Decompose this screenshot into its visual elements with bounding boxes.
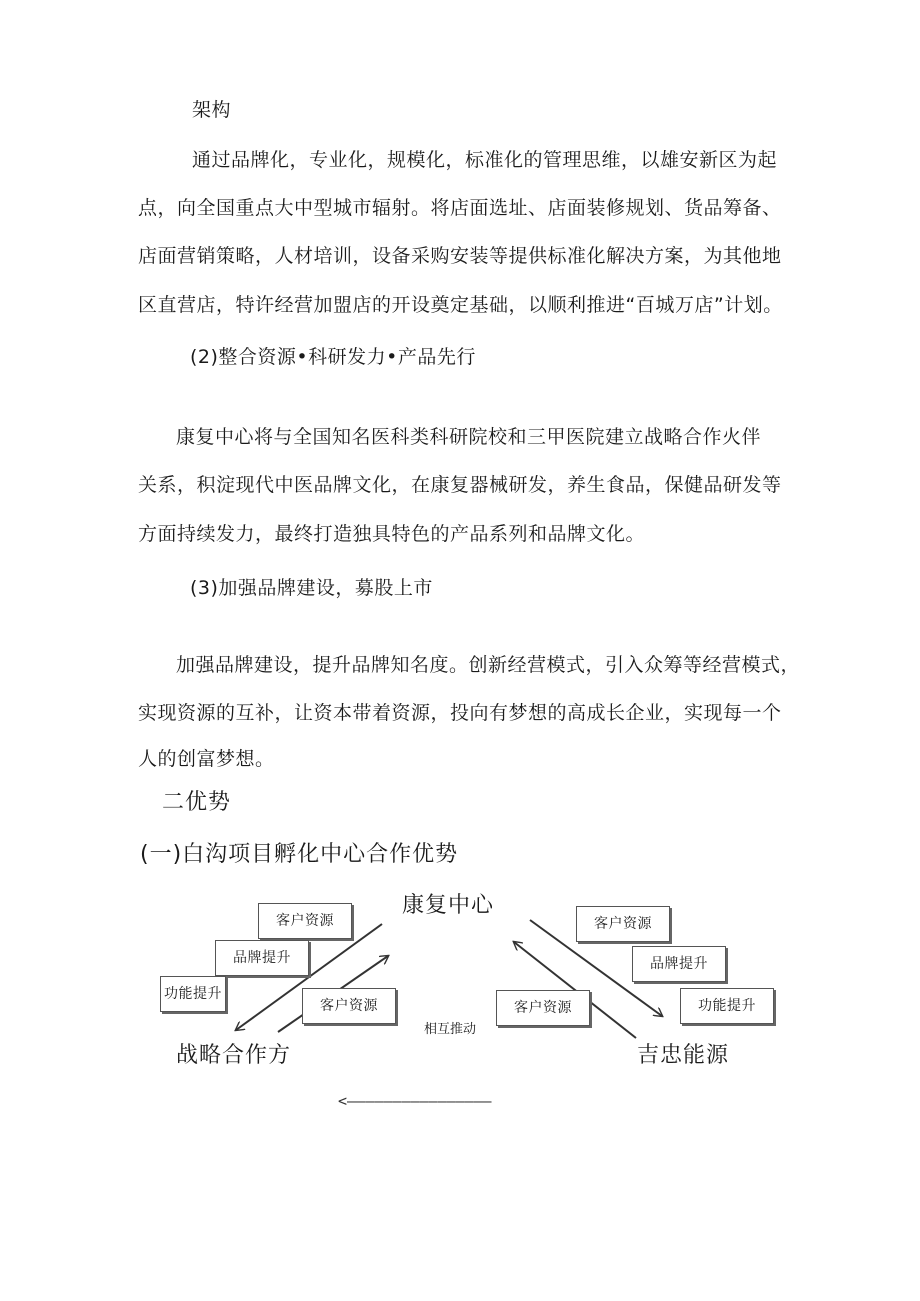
label-mutual-promotion: 相互推动 [424, 1022, 477, 1037]
subheading-3: (3)加强品牌建设，募股上市 [190, 577, 433, 599]
box-right-brand-upgrade: 品牌提升 [632, 946, 726, 982]
paragraph-line: 加强品牌建设，提升品牌知名度。创新经营模式，引入众筹等经营模式， [176, 654, 801, 676]
node-rehab-center: 康复中心 [402, 893, 495, 918]
paragraph-line: 点，向全国重点大中型城市辐射。将店面选址、店面装修规划、货品筹备、 [138, 197, 782, 219]
box-left-function-upgrade: 功能提升 [160, 976, 226, 1012]
paragraph-line: 区直营店，特许经营加盟店的开设奠定基础，以顺利推进“百城万店”计划。 [138, 294, 783, 316]
footer-dash-arrow: <———————————————— [338, 1092, 492, 1110]
paragraph-line: 店面营销策略，人材培训，设备采购安装等提供标准化解决方案，为其他地 [138, 245, 782, 267]
box-left-brand-upgrade: 品牌提升 [215, 940, 309, 976]
box-right-return-customer-resources: 客户资源 [496, 990, 590, 1026]
paragraph-line: 康复中心将与全国知名医科类科研院校和三甲医院建立战略合作火伴 [176, 426, 762, 448]
node-jizhong-energy: 吉忠能源 [637, 1043, 730, 1068]
paragraph-line: 人的创富梦想。 [138, 748, 275, 770]
paragraph-line: 实现资源的互补，让资本带着资源，投向有梦想的高成长企业，实现每一个 [138, 702, 782, 724]
paragraph-line: 方面持续发力，最终打造独具特色的产品系列和品牌文化。 [138, 523, 646, 545]
paragraph-line: 关系，积淀现代中医品牌文化，在康复器械研发，养生食品，保健品研发等 [138, 474, 782, 496]
cooperation-diagram [150, 880, 790, 1080]
subsection-heading: (一)白沟项目孵化中心合作优势 [140, 842, 459, 867]
paragraph-line: 通过品牌化，专业化，规模化，标准化的管理思维，以雄安新区为起 [192, 149, 778, 171]
section-heading: 二优势 [162, 790, 232, 815]
box-right-customer-resources: 客户资源 [576, 906, 670, 942]
box-left-return-customer-resources: 客户资源 [302, 988, 396, 1024]
subheading-2: (2)整合资源•科研发力•产品先行 [190, 346, 476, 368]
node-strategic-partner: 战略合作方 [176, 1043, 292, 1068]
box-left-customer-resources: 客户资源 [258, 903, 352, 939]
box-right-function-upgrade: 功能提升 [680, 988, 774, 1024]
paragraph-title: 架构 [192, 99, 232, 121]
